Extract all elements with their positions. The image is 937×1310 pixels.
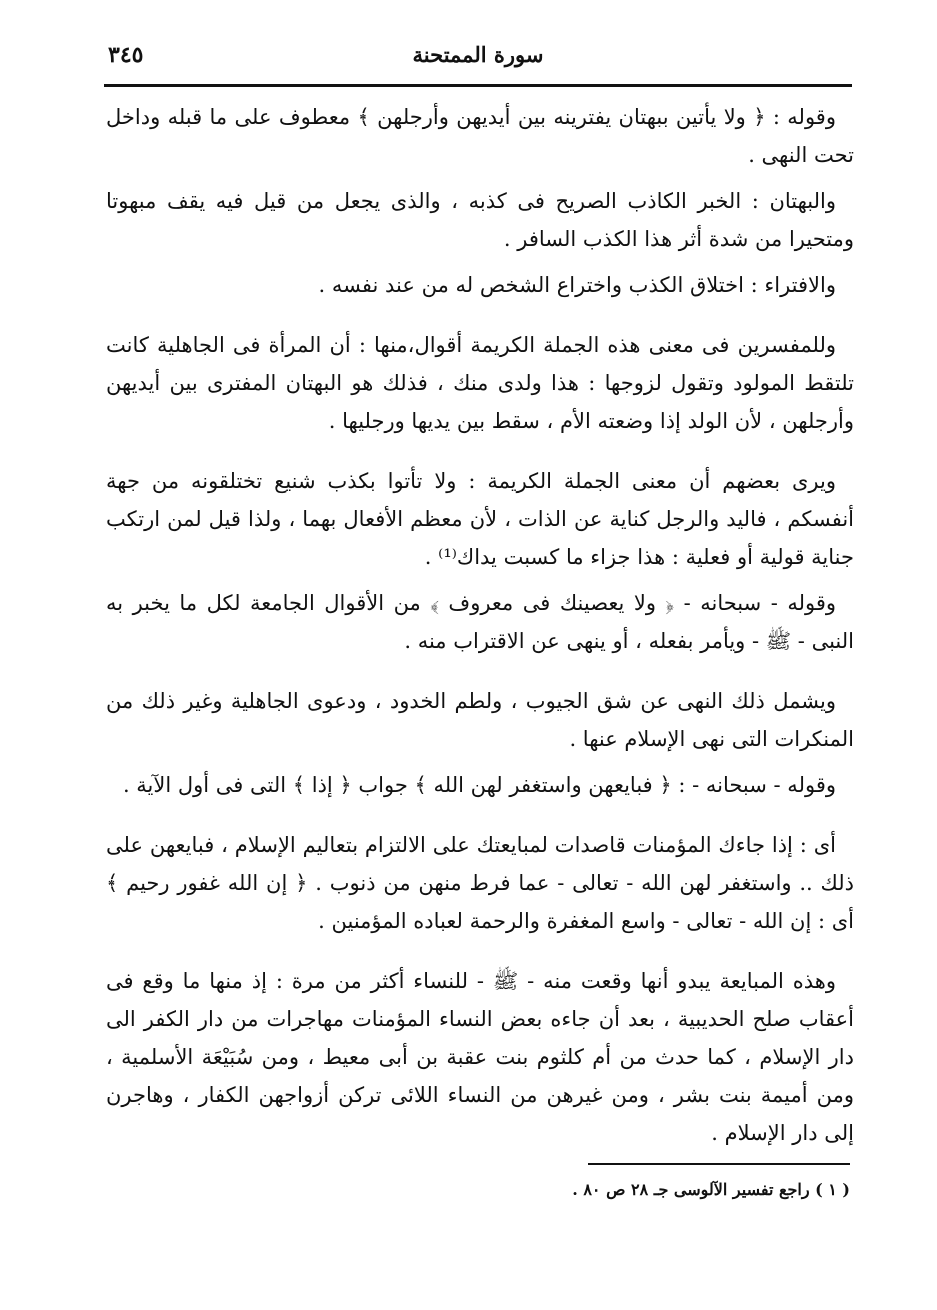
paragraph: وقوله : ﴿ ولا يأتين ببهتان يفترينه بين أيديهن وأرجلهن ﴾ معطوف على ما قبله وداخل تحت النهى .: [106, 105, 854, 167]
paragraph: ويشمل ذلك النهى عن شق الجيوب ، ولطم الخدود ، ودعوى الجاهلية وغير ذلك من المنكرات التى نهى الإسلام عنها .: [106, 689, 854, 751]
paragraph: ويرى بعضهم أن معنى الجملة الكريمة : ولا تأتوا بكذب شنيع تختلقونه من جهة أنفسكم ، فاليد والرجل كناية عن الذات ، لأن معظم الأفعال بهما ، ولذا قيل لمن ارتكب جناية قولية أو فعلية : هذا جزاء ما كسبت يداك⁽¹⁾ .: [106, 469, 854, 569]
footnote: ( ١ ) راجع تفسير الآلوسى جـ ٢٨ ص ٨٠ .: [572, 1180, 850, 1199]
page-number: ٣٤٥: [108, 42, 144, 68]
page-body: [106, 98, 854, 1160]
surah-title: سورة الممتحنة: [412, 42, 544, 67]
paragraph: وقوله - سبحانه - ﴿ ولا يعصينك فى معروف ﴾ من الأقوال الجامعة لكل ما يخبر به النبى - ﷺ - ويأمر بفعله ، أو ينهى عن الاقتراب منه .: [106, 591, 854, 653]
paragraph: وهذه المبايعة يبدو أنها وقعت منه - ﷺ - للنساء أكثر من مرة : إذ منها ما وقع فى أعقاب صلح الحديبية ، بعد أن جاءه بعض النساء المؤمنات مهاجرات من دار الكفر الى دار الإسلام ، كما حدث من أم كلثوم بنت عقبة بن أبى معيط ، ومن سُبَيْعَة الأسلمية ، ومن أميمة بنت بشر ، ومن غيرهن من النساء اللائى تركن أزواجهن الكفار ، وهاجرن إلى دار الإسلام .: [106, 969, 854, 1145]
page-header: [108, 40, 848, 80]
footnote-rule: [588, 1163, 850, 1165]
paragraph: وقوله - سبحانه - : ﴿ فبايعهن واستغفر لهن الله ﴾ جواب ﴿ إذا ﴾ التى فى أول الآية .: [122, 773, 836, 797]
paragraph: أى : إذا جاءك المؤمنات قاصدات لمبايعتك على الالتزام بتعاليم الإسلام ، فبايعهن على ذلك .. واستغفر لهن الله - تعالى - عما فرط منهن من ذنوب . ﴿ إن الله غفور رحيم ﴾ أى : إن الله - تعالى - واسع المغفرة والرحمة لعباده المؤمنين .: [106, 833, 854, 933]
paragraph: والافتراء : اختلاق الكذب واختراع الشخص له من عند نفسه .: [318, 273, 836, 297]
paragraph: والبهتان : الخبر الكاذب الصريح فى كذبه ، والذى يجعل من قيل فيه يقف مبهوتا ومتحيرا من شدة أثر هذا الكذب السافر .: [106, 189, 854, 251]
header-rule: [104, 84, 852, 87]
paragraph: وللمفسرين فى معنى هذه الجملة الكريمة أقوال،منها : أن المرأة فى الجاهلية كانت تلتقط المولود وتقول لزوجها : هذا ولدى منك ، فذلك هو البهتان المفترى بين أيديهن وأرجلهن ، لأن الولد إذا وضعته الأم ، سقط بين يديها ورجليها .: [106, 333, 854, 433]
